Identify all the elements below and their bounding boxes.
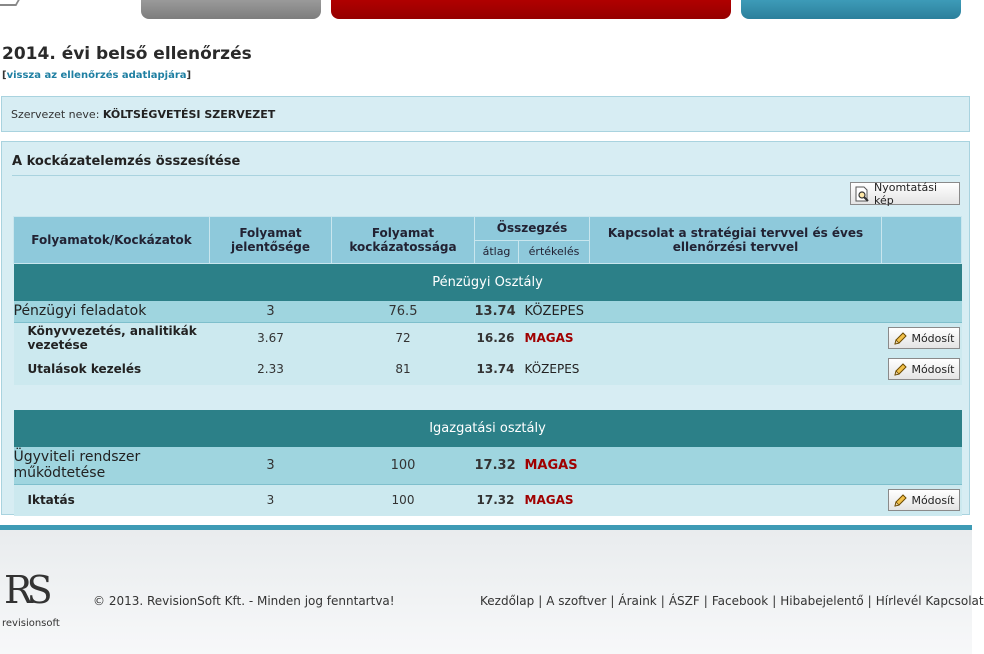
- process-actions: [882, 301, 962, 323]
- process-name: Pénzügyi feladatok: [14, 301, 210, 323]
- link-separator: |: [703, 594, 708, 608]
- back-to-audit-link[interactable]: vissza az ellenőrzés adatlapjára: [6, 70, 187, 81]
- nav-button-blue[interactable]: [741, 0, 961, 19]
- risk-table: [13, 216, 962, 516]
- process-actions: [882, 447, 962, 485]
- logo-brand-text: revisionsoft: [2, 618, 60, 629]
- risk-item-actions: [882, 485, 962, 516]
- risk-item-connection: [590, 354, 882, 385]
- back-link-container: [2, 70, 191, 81]
- pencil-icon: [893, 362, 908, 377]
- link-separator: |: [660, 594, 665, 608]
- print-view-button[interactable]: [850, 182, 960, 205]
- risk-item-riskiness: 81: [332, 354, 475, 385]
- risk-item-evaluation: [519, 354, 590, 385]
- risk-item-evaluation: [519, 485, 590, 516]
- panel-divider: [12, 175, 960, 176]
- risk-item-name: Iktatás: [14, 485, 210, 516]
- spacer-cell: [14, 385, 962, 410]
- evaluation-label: MAGAS: [524, 457, 578, 473]
- evaluation-label: KÖZEPES: [524, 362, 580, 376]
- risk-item-actions: [882, 323, 962, 354]
- process-average: 13.74: [475, 301, 519, 323]
- department-row: [14, 264, 962, 301]
- panel-title: A kockázatelemzés összesítése: [12, 154, 241, 169]
- magnifier-document-icon: [855, 186, 870, 202]
- process-evaluation: [519, 447, 590, 485]
- edit-button[interactable]: [888, 327, 959, 349]
- logo-monogram: RS: [4, 568, 47, 612]
- process-average: 17.32: [475, 447, 519, 485]
- revisionsoft-logo[interactable]: [2, 568, 72, 632]
- risk-item-row: [14, 323, 962, 354]
- edit-button[interactable]: [888, 489, 959, 511]
- header-actions: [882, 217, 962, 264]
- footer-link-software[interactable]: A szoftver: [546, 594, 607, 608]
- risk-item-evaluation: [519, 323, 590, 354]
- spacer-row: [14, 385, 962, 410]
- process-name: Ügyviteli rendszer működtetése: [14, 447, 210, 485]
- risk-item-name: Könyvvezetés, analitikák vezetése: [14, 323, 210, 354]
- organization-name: KÖLTSÉGVETÉSI SZERVEZET: [102, 108, 276, 121]
- pencil-icon: [893, 493, 908, 508]
- header-processes: Folyamatok/Kockázatok: [14, 217, 210, 264]
- edit-label: Módosít: [911, 362, 955, 376]
- organization-label: Szervezet neve:: [11, 108, 100, 121]
- risk-item-row: [14, 354, 962, 385]
- footer: [0, 530, 984, 654]
- risk-item-actions: [882, 354, 962, 385]
- footer-link-newsletter[interactable]: Hírlevél: [875, 594, 922, 608]
- link-separator: |: [538, 594, 543, 608]
- risk-item-average: 17.32: [475, 485, 519, 516]
- footer-links: [480, 594, 984, 608]
- risk-item-average: 13.74: [475, 354, 519, 385]
- footer-link-terms[interactable]: ÁSZF: [668, 594, 700, 608]
- risk-item-significance: 3: [210, 485, 332, 516]
- risk-item-name: Utalások kezelés: [14, 354, 210, 385]
- footer-link-contact[interactable]: Kapcsolat: [925, 594, 984, 608]
- risk-item-significance: 3.67: [210, 323, 332, 354]
- risk-item-average: 16.26: [475, 323, 519, 354]
- top-navigation: [0, 0, 972, 20]
- page-title: 2014. évi belső ellenőrzés: [2, 44, 252, 64]
- process-significance: 3: [210, 301, 332, 323]
- risk-summary-panel: [1, 141, 970, 515]
- header-significance: Folyamat jelentősége: [210, 217, 332, 264]
- bracket-open: [: [2, 70, 7, 81]
- process-row: [14, 301, 962, 323]
- edit-button[interactable]: [888, 358, 959, 380]
- footer-link-prices[interactable]: Áraink: [618, 594, 657, 608]
- department-name: Igazgatási osztály: [14, 410, 962, 447]
- evaluation-label: MAGAS: [524, 331, 574, 346]
- process-evaluation: [519, 301, 590, 323]
- footer-link-bug-report[interactable]: Hibabejelentő: [780, 594, 864, 608]
- risk-item-significance: 2.33: [210, 354, 332, 385]
- process-row: [14, 447, 962, 485]
- risk-item-row: [14, 485, 962, 516]
- process-connection: [590, 301, 882, 323]
- edit-label: Módosít: [911, 493, 955, 507]
- logo-fragment-icon: [0, 0, 20, 6]
- link-separator: |: [867, 594, 872, 608]
- organization-row: [11, 108, 275, 121]
- department-row: [14, 410, 962, 447]
- link-separator: |: [610, 594, 615, 608]
- process-riskiness: 76.5: [332, 301, 475, 323]
- pencil-icon: [893, 331, 908, 346]
- header-evaluation: értékelés: [519, 240, 590, 264]
- evaluation-label: KÖZEPES: [524, 303, 584, 319]
- risk-item-riskiness: 100: [332, 485, 475, 516]
- bracket-close: ]: [186, 70, 192, 81]
- print-view-label: Nyomtatási kép: [874, 180, 938, 207]
- link-separator: |: [772, 594, 777, 608]
- nav-button-red[interactable]: [331, 0, 731, 19]
- edit-label: Módosít: [911, 331, 955, 345]
- risk-item-connection: [590, 485, 882, 516]
- organization-box: [1, 96, 970, 132]
- footer-link-home[interactable]: Kezdőlap: [480, 594, 535, 608]
- evaluation-label: MAGAS: [524, 493, 574, 508]
- header-connection: Kapcsolat a stratégiai tervvel és éves ellenőrzési tervvel: [590, 217, 882, 264]
- process-significance: 3: [210, 447, 332, 485]
- risk-item-riskiness: 72: [332, 323, 475, 354]
- header-riskiness: Folyamat kockázatossága: [332, 217, 475, 264]
- header-summary: Összegzés: [475, 217, 590, 241]
- department-name: Pénzügyi Osztály: [14, 264, 962, 301]
- nav-button-gray[interactable]: [141, 0, 321, 19]
- header-average: átlag: [475, 240, 519, 264]
- process-riskiness: 100: [332, 447, 475, 485]
- process-connection: [590, 447, 882, 485]
- risk-item-connection: [590, 323, 882, 354]
- footer-link-facebook[interactable]: Facebook: [711, 594, 769, 608]
- copyright-text: © 2013. RevisionSoft Kft. - Minden jog fenntartva!: [93, 594, 395, 608]
